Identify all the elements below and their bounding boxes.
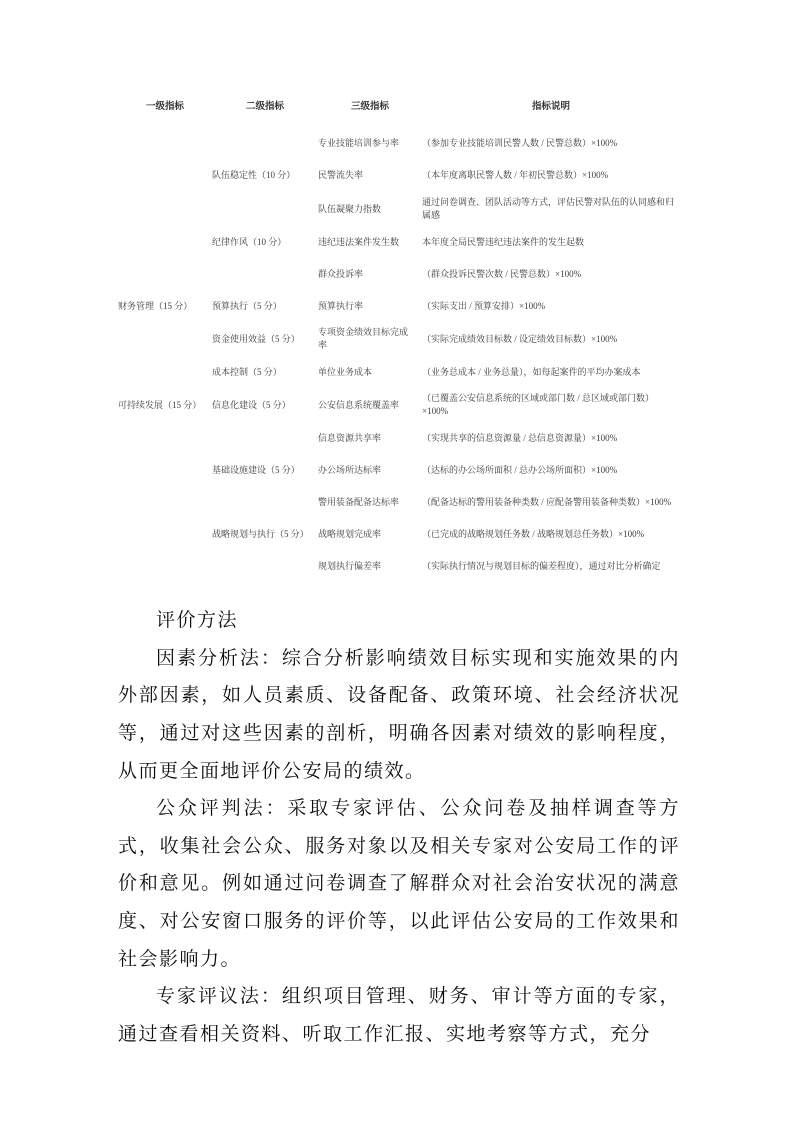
- table-cell-desc: （业务总成本 / 业务总量），如每起案件的平均办案成本: [422, 366, 641, 377]
- table-cell-l2: 战略规划与执行（5 分）: [212, 528, 309, 539]
- paragraph-expert-review: 专家评议法：组织项目管理、财务、审计等方面的专家，通过查看相关资料、听取工作汇报、实地考察等方式，充分: [118, 986, 680, 1045]
- table-row: [118, 388, 680, 422]
- table-row: [118, 128, 680, 160]
- table-cell-desc: （实现共享的信息资源量 / 总信息资源量）×100%: [422, 432, 618, 443]
- table-cell-l2: 基础设施建设（5 分）: [212, 464, 300, 475]
- body-text-section: [118, 602, 680, 1053]
- table-cell-l1: [118, 356, 212, 388]
- table-cell-l2: [212, 258, 318, 290]
- table-row: [118, 226, 680, 258]
- table-cell-l1: [118, 160, 212, 192]
- table-cell-desc: （配备达标的警用装备种类数 / 应配备警用装备种类数）×100%: [422, 496, 672, 507]
- table-cell-l2: 预算执行（5 分）: [212, 300, 282, 311]
- table-row: [118, 486, 680, 518]
- table-cell-l1: [118, 128, 212, 160]
- table-cell-l2: [212, 550, 318, 582]
- table-cell-l2: 成本控制（5 分）: [212, 366, 282, 377]
- table-cell-l1: [118, 422, 212, 454]
- column-header-description: 指标说明: [531, 102, 570, 112]
- table-cell-l1: 可持续发展（15 分）: [118, 399, 202, 410]
- table-row: [118, 160, 680, 192]
- table-cell-l3: 战略规划完成率: [318, 528, 382, 539]
- table-cell-l3: 专业技能培训参与率: [318, 138, 400, 149]
- table-row: [118, 356, 680, 388]
- table-cell-l1: [118, 518, 212, 550]
- table-row: [118, 290, 680, 322]
- table-cell-l2: 纪律作风（10 分）: [212, 236, 287, 247]
- table-cell-l1: [118, 258, 212, 290]
- table-cell-desc: （实际完成绩效目标数 / 设定绩效目标数）×100%: [422, 333, 618, 344]
- table-cell-l3: 预算执行率: [318, 300, 364, 311]
- paragraph-public-judgment: 公众评判法：采取专家评估、公众问卷及抽样调查等方式，收集社会公众、服务对象以及相关专家对公安局工作的评价和意见。例如通过问卷调查了解群众对社会治安状况的满意度、对公安窗口服务的评价等，以此评估公安局的工作效果和社会影响力。: [118, 798, 680, 970]
- table-cell-l1: [118, 550, 212, 582]
- table-cell-l2: [212, 422, 318, 454]
- indicator-table-header: [118, 98, 680, 128]
- table-cell-desc: 本年度全局民警违纪违法案件的发生起数: [422, 236, 585, 247]
- table-row: [118, 322, 680, 356]
- table-cell-l2: 信息化建设（5 分）: [212, 399, 291, 410]
- column-header-level2: 二级指标: [245, 102, 284, 112]
- table-cell-desc: （已完成的战略规划任务数 / 战略规划总任务数）×100%: [422, 528, 645, 539]
- table-cell-l3: 专项资金绩效目标完成率: [318, 327, 409, 351]
- table-cell-desc: （参加专业技能培训民警人数 / 民警总数）×100%: [422, 138, 618, 149]
- table-cell-l3: 违纪违法案件发生数: [318, 236, 400, 247]
- table-row: [118, 454, 680, 486]
- section-heading: 评价方法: [156, 610, 239, 632]
- table-cell-l1: [118, 322, 212, 356]
- indicator-table: [118, 98, 680, 582]
- table-cell-l2: [212, 486, 318, 518]
- column-header-level3: 三级指标: [350, 102, 389, 112]
- table-cell-l1: 财务管理（15 分）: [118, 300, 193, 311]
- table-cell-desc: 通过问卷调查、团队活动等方式，评估民警对队伍的认同感和归属感: [422, 197, 675, 221]
- table-cell-l3: 公安信息系统覆盖率: [318, 399, 400, 410]
- table-row: [118, 258, 680, 290]
- indicator-table-body: [118, 128, 680, 582]
- table-cell-desc: （达标的办公场所面积 / 总办公场所面积）×100%: [422, 464, 618, 475]
- table-cell-l3: 群众投诉率: [318, 268, 364, 279]
- table-cell-l1: [118, 486, 212, 518]
- table-cell-l3: 办公场所达标率: [318, 464, 382, 475]
- table-cell-l3: 规划执行偏差率: [318, 560, 382, 571]
- table-cell-l3: 警用装备配备达标率: [318, 496, 400, 507]
- table-cell-l2: [212, 192, 318, 226]
- table-cell-desc: （已覆盖公安信息系统的区域或部门数 / 总区域或部门数）×100%: [422, 393, 655, 417]
- column-header-level1: 一级指标: [145, 102, 184, 112]
- table-cell-l1: [118, 226, 212, 258]
- table-cell-l2: 队伍稳定性（10 分）: [212, 170, 296, 181]
- table-cell-l3: 信息资源共享率: [318, 432, 382, 443]
- table-cell-l1: [118, 192, 212, 226]
- table-header-row: [118, 98, 680, 128]
- table-cell-l2: [212, 128, 318, 160]
- table-cell-l3: 民警流失率: [318, 170, 364, 181]
- table-row: [118, 518, 680, 550]
- table-cell-l3: 单位业务成本: [318, 366, 373, 377]
- table-cell-l3: 队伍凝聚力指数: [318, 203, 382, 214]
- table-cell-l2: 资金使用效益（5 分）: [212, 333, 300, 344]
- paragraph-factor-analysis: 因素分析法：综合分析影响绩效目标实现和实施效果的内外部因素，如人员素质、设备配备、政策环境、社会经济状况等，通过对这些因素的剖析，明确各因素对绩效的影响程度，从而更全面地评价公安局的绩效。: [118, 647, 680, 782]
- table-cell-desc: （群众投诉民警次数 / 民警总数）×100%: [422, 268, 582, 279]
- table-cell-desc: （实际执行情况与规划目标的偏差程度），通过对比分析确定: [422, 560, 661, 571]
- table-cell-l1: [118, 454, 212, 486]
- table-cell-desc: （本年度离职民警人数 / 年初民警总数）×100%: [422, 170, 609, 181]
- table-row: [118, 192, 680, 226]
- table-row: [118, 550, 680, 582]
- table-row: [118, 422, 680, 454]
- table-cell-desc: （实际支出 / 预算安排）×100%: [422, 300, 546, 311]
